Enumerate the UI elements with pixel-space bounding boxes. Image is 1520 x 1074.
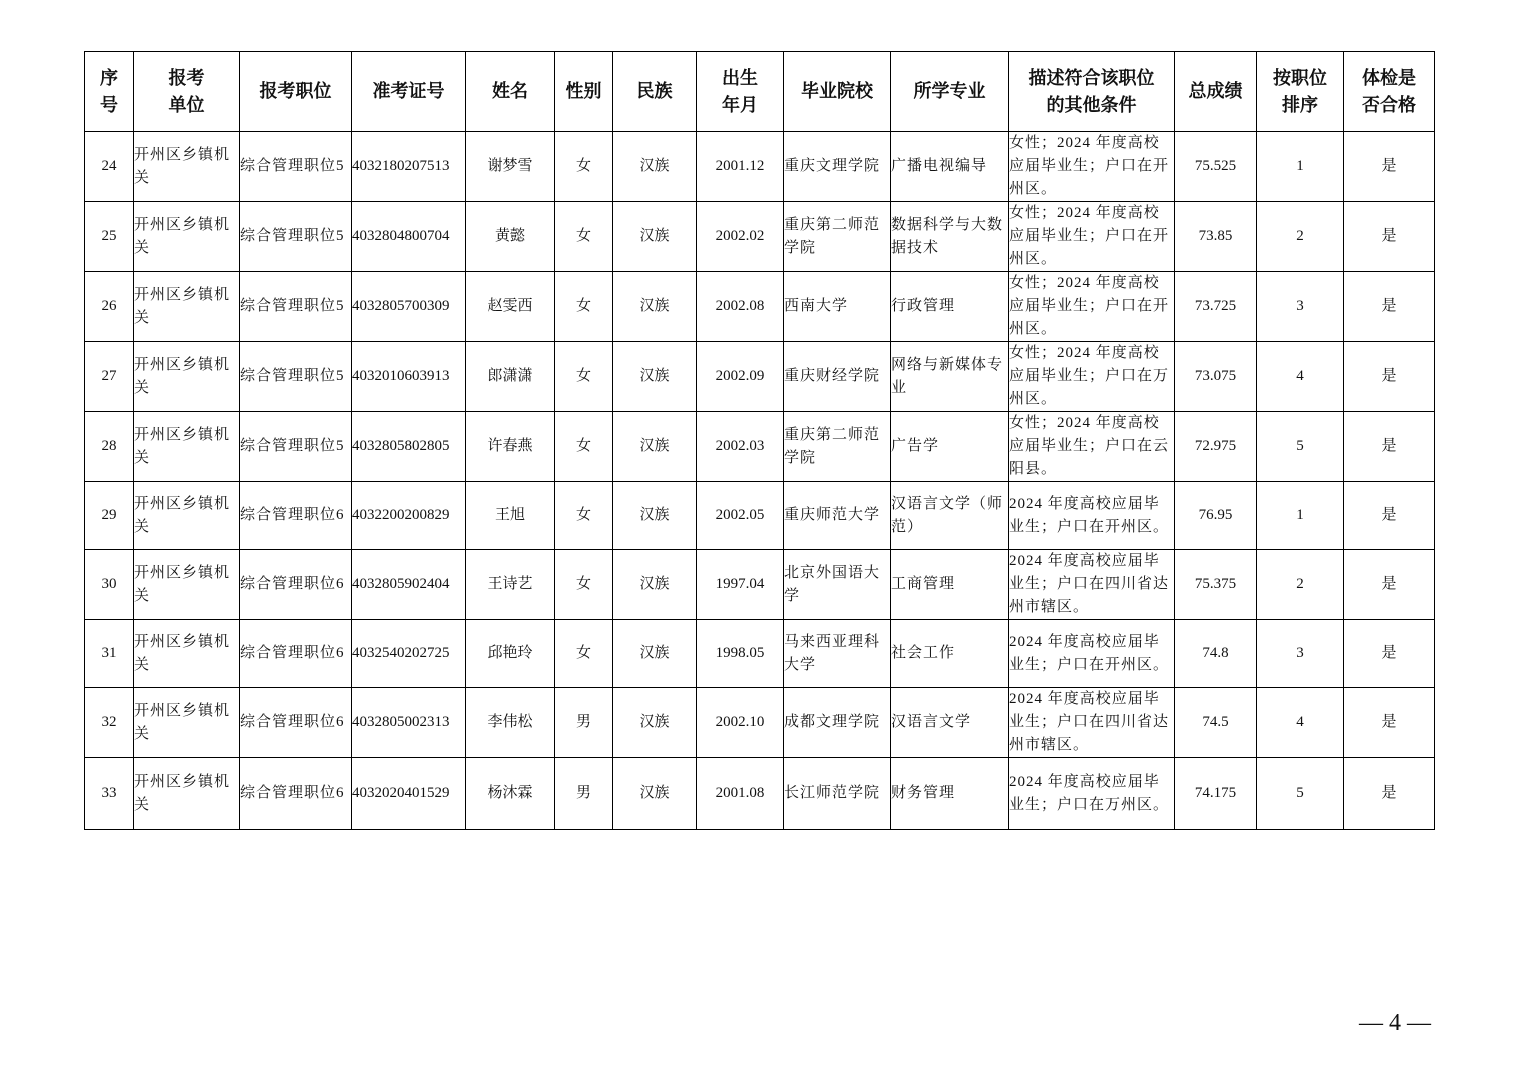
row-number: 32: [85, 688, 134, 758]
name-cell: 谢梦雪: [466, 132, 555, 202]
position-cell: 综合管理职位6: [240, 620, 352, 688]
medical-cell: 是: [1344, 202, 1435, 272]
major-cell: 汉语言文学: [891, 688, 1009, 758]
major-cell: 数据科学与大数据技术: [891, 202, 1009, 272]
col-score-header: [1175, 52, 1257, 132]
conditions-cell: 2024 年度高校应届毕业生；户口在四川省达州市辖区。: [1009, 688, 1175, 758]
ethnicity-cell: 汉族: [613, 758, 697, 830]
name-cell: 赵雯西: [466, 272, 555, 342]
major-cell: 财务管理: [891, 758, 1009, 830]
row-number: 26: [85, 272, 134, 342]
score-cell: 72.975: [1175, 412, 1257, 482]
col-no-header: [85, 52, 134, 132]
header-text: 体检是: [1362, 67, 1416, 89]
header-text: 出生: [722, 67, 758, 89]
position-cell: 综合管理职位6: [240, 758, 352, 830]
major-cell: 网络与新媒体专业: [891, 342, 1009, 412]
table-row: [85, 758, 1435, 830]
rank-cell: 1: [1257, 482, 1344, 550]
birth-cell: 2002.02: [697, 202, 784, 272]
unit-cell: 开州区乡镇机关: [134, 202, 240, 272]
school-cell: 马来西亚理科大学: [784, 620, 891, 688]
score-cell: 76.95: [1175, 482, 1257, 550]
major-cell: 行政管理: [891, 272, 1009, 342]
gender-cell: 女: [555, 412, 613, 482]
header-text: 所学专业: [913, 81, 986, 102]
table-body: [85, 132, 1435, 830]
medical-cell: 是: [1344, 758, 1435, 830]
rank-cell: 4: [1257, 688, 1344, 758]
unit-cell: 开州区乡镇机关: [134, 342, 240, 412]
ethnicity-cell: 汉族: [613, 550, 697, 620]
score-cell: 74.8: [1175, 620, 1257, 688]
header-text: 性别: [565, 81, 602, 102]
col-ethnicity-header: [613, 52, 697, 132]
table-row: [85, 412, 1435, 482]
table-row: [85, 482, 1435, 550]
conditions-cell: 女性；2024 年度高校应届毕业生；户口在开州区。: [1009, 272, 1175, 342]
ethnicity-cell: 汉族: [613, 688, 697, 758]
rank-cell: 3: [1257, 272, 1344, 342]
major-cell: 社会工作: [891, 620, 1009, 688]
name-cell: 杨沐霖: [466, 758, 555, 830]
school-cell: 西南大学: [784, 272, 891, 342]
exam-id-cell: 4032804800704: [352, 202, 466, 272]
exam-id-cell: 4032010603913: [352, 342, 466, 412]
unit-cell: 开州区乡镇机关: [134, 620, 240, 688]
conditions-cell: 2024 年度高校应届毕业生；户口在开州区。: [1009, 620, 1175, 688]
table-header-row: [85, 52, 1435, 132]
ethnicity-cell: 汉族: [613, 342, 697, 412]
ethnicity-cell: 汉族: [613, 412, 697, 482]
school-cell: 重庆第二师范学院: [784, 412, 891, 482]
col-major-header: [891, 52, 1009, 132]
school-cell: 重庆师范大学: [784, 482, 891, 550]
medical-cell: 是: [1344, 272, 1435, 342]
name-cell: 李伟松: [466, 688, 555, 758]
school-cell: 重庆财经学院: [784, 342, 891, 412]
medical-cell: 是: [1344, 132, 1435, 202]
gender-cell: 女: [555, 342, 613, 412]
col-unit-header: [134, 52, 240, 132]
ethnicity-cell: 汉族: [613, 620, 697, 688]
unit-cell: 开州区乡镇机关: [134, 482, 240, 550]
table-row: [85, 272, 1435, 342]
score-cell: 73.85: [1175, 202, 1257, 272]
ethnicity-cell: 汉族: [613, 132, 697, 202]
header-text: 姓名: [492, 81, 528, 102]
medical-cell: 是: [1344, 412, 1435, 482]
position-cell: 综合管理职位5: [240, 132, 352, 202]
row-number: 31: [85, 620, 134, 688]
major-cell: 工商管理: [891, 550, 1009, 620]
unit-cell: 开州区乡镇机关: [134, 758, 240, 830]
header-text: 号: [100, 94, 118, 116]
position-cell: 综合管理职位5: [240, 342, 352, 412]
header-text: 准考证号: [372, 81, 445, 102]
gender-cell: 男: [555, 758, 613, 830]
header-text: 单位: [168, 94, 205, 116]
gender-cell: 男: [555, 688, 613, 758]
school-cell: 重庆文理学院: [784, 132, 891, 202]
name-cell: 黄懿: [466, 202, 555, 272]
header-text: 总成绩: [1188, 81, 1243, 102]
row-number: 28: [85, 412, 134, 482]
score-cell: 75.525: [1175, 132, 1257, 202]
exam-id-cell: 4032180207513: [352, 132, 466, 202]
position-cell: 综合管理职位5: [240, 202, 352, 272]
name-cell: 许春燕: [466, 412, 555, 482]
header-text: 民族: [636, 81, 673, 102]
school-cell: 北京外国语大学: [784, 550, 891, 620]
page-number: — 4 —: [1359, 1010, 1431, 1036]
conditions-cell: 女性；2024 年度高校应届毕业生；户口在万州区。: [1009, 342, 1175, 412]
gender-cell: 女: [555, 202, 613, 272]
table-row: [85, 550, 1435, 620]
col-gender-header: [555, 52, 613, 132]
conditions-cell: 女性；2024 年度高校应届毕业生；户口在云阳县。: [1009, 412, 1175, 482]
name-cell: 王旭: [466, 482, 555, 550]
birth-cell: 2001.12: [697, 132, 784, 202]
gender-cell: 女: [555, 550, 613, 620]
header-text: 毕业院校: [801, 81, 873, 102]
unit-cell: 开州区乡镇机关: [134, 412, 240, 482]
exam-id-cell: 4032200200829: [352, 482, 466, 550]
exam-id-cell: 4032805700309: [352, 272, 466, 342]
unit-cell: 开州区乡镇机关: [134, 550, 240, 620]
col-rank-header: [1257, 52, 1344, 132]
row-number: 30: [85, 550, 134, 620]
birth-cell: 1998.05: [697, 620, 784, 688]
school-cell: 成都文理学院: [784, 688, 891, 758]
medical-cell: 是: [1344, 342, 1435, 412]
score-cell: 74.5: [1175, 688, 1257, 758]
table-row: [85, 688, 1435, 758]
birth-cell: 2002.03: [697, 412, 784, 482]
medical-cell: 是: [1344, 620, 1435, 688]
medical-cell: 是: [1344, 482, 1435, 550]
header-text: 序: [100, 67, 118, 89]
score-cell: 73.725: [1175, 272, 1257, 342]
unit-cell: 开州区乡镇机关: [134, 272, 240, 342]
birth-cell: 2002.05: [697, 482, 784, 550]
rank-cell: 5: [1257, 758, 1344, 830]
conditions-cell: 2024 年度高校应届毕业生；户口在万州区。: [1009, 758, 1175, 830]
birth-cell: 2002.10: [697, 688, 784, 758]
ethnicity-cell: 汉族: [613, 272, 697, 342]
conditions-cell: 2024 年度高校应届毕业生；户口在四川省达州市辖区。: [1009, 550, 1175, 620]
col-birth-header: [697, 52, 784, 132]
gender-cell: 女: [555, 132, 613, 202]
rank-cell: 2: [1257, 550, 1344, 620]
rank-cell: 4: [1257, 342, 1344, 412]
unit-cell: 开州区乡镇机关: [134, 132, 240, 202]
rank-cell: 3: [1257, 620, 1344, 688]
medical-cell: 是: [1344, 688, 1435, 758]
table-row: [85, 620, 1435, 688]
name-cell: 王诗艺: [466, 550, 555, 620]
exam-id-cell: 4032805902404: [352, 550, 466, 620]
position-cell: 综合管理职位6: [240, 688, 352, 758]
gender-cell: 女: [555, 482, 613, 550]
exam-id-cell: 4032805802805: [352, 412, 466, 482]
col-medical-header: [1344, 52, 1435, 132]
table-row: [85, 132, 1435, 202]
gender-cell: 女: [555, 620, 613, 688]
birth-cell: 2001.08: [697, 758, 784, 830]
school-cell: 长江师范学院: [784, 758, 891, 830]
birth-cell: 2002.09: [697, 342, 784, 412]
header-text: 的其他条件: [1046, 94, 1137, 116]
rank-cell: 2: [1257, 202, 1344, 272]
results-table: [84, 51, 1435, 830]
header-text: 报考职位: [259, 81, 332, 102]
major-cell: 汉语言文学（师范）: [891, 482, 1009, 550]
birth-cell: 1997.04: [697, 550, 784, 620]
conditions-cell: 2024 年度高校应届毕业生；户口在开州区。: [1009, 482, 1175, 550]
name-cell: 郎潇潇: [466, 342, 555, 412]
name-cell: 邱艳玲: [466, 620, 555, 688]
table-row: [85, 202, 1435, 272]
score-cell: 74.175: [1175, 758, 1257, 830]
row-number: 33: [85, 758, 134, 830]
unit-cell: 开州区乡镇机关: [134, 688, 240, 758]
position-cell: 综合管理职位5: [240, 412, 352, 482]
header-text: 年月: [722, 94, 758, 116]
score-cell: 75.375: [1175, 550, 1257, 620]
header-text: 否合格: [1362, 94, 1416, 116]
school-cell: 重庆第二师范学院: [784, 202, 891, 272]
header-text: 描述符合该职位: [1028, 67, 1155, 89]
col-name-header: [466, 52, 555, 132]
table-row: [85, 342, 1435, 412]
row-number: 25: [85, 202, 134, 272]
col-school-header: [784, 52, 891, 132]
col-exam-id-header: [352, 52, 466, 132]
header-text: 按职位: [1273, 67, 1327, 89]
ethnicity-cell: 汉族: [613, 202, 697, 272]
header-text: 排序: [1282, 94, 1318, 116]
exam-id-cell: 4032540202725: [352, 620, 466, 688]
position-cell: 综合管理职位6: [240, 550, 352, 620]
exam-id-cell: 4032805002313: [352, 688, 466, 758]
row-number: 24: [85, 132, 134, 202]
position-cell: 综合管理职位6: [240, 482, 352, 550]
score-cell: 73.075: [1175, 342, 1257, 412]
conditions-cell: 女性；2024 年度高校应届毕业生；户口在开州区。: [1009, 202, 1175, 272]
col-position-header: [240, 52, 352, 132]
row-number: 27: [85, 342, 134, 412]
header-text: 报考: [168, 67, 205, 89]
rank-cell: 1: [1257, 132, 1344, 202]
ethnicity-cell: 汉族: [613, 482, 697, 550]
row-number: 29: [85, 482, 134, 550]
position-cell: 综合管理职位5: [240, 272, 352, 342]
conditions-cell: 女性；2024 年度高校应届毕业生；户口在开州区。: [1009, 132, 1175, 202]
exam-id-cell: 4032020401529: [352, 758, 466, 830]
birth-cell: 2002.08: [697, 272, 784, 342]
rank-cell: 5: [1257, 412, 1344, 482]
col-conditions-header: [1009, 52, 1175, 132]
major-cell: 广告学: [891, 412, 1009, 482]
major-cell: 广播电视编导: [891, 132, 1009, 202]
gender-cell: 女: [555, 272, 613, 342]
medical-cell: 是: [1344, 550, 1435, 620]
